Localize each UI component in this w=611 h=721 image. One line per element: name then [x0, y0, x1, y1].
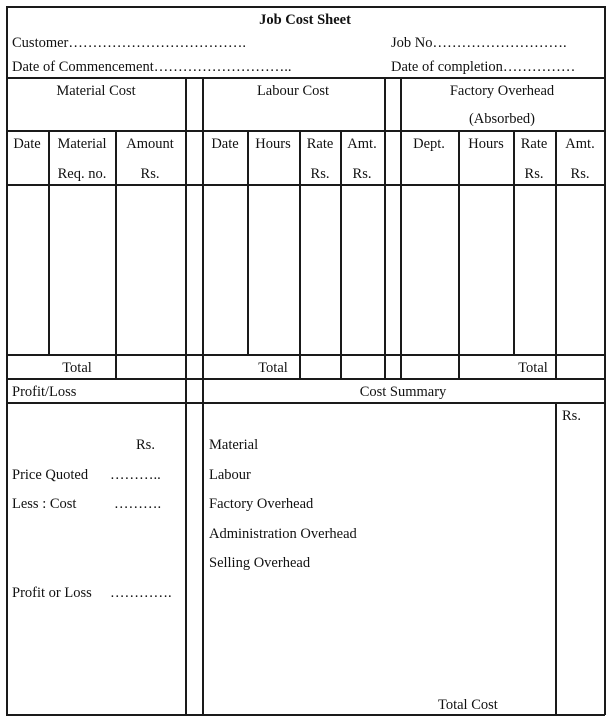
sheet-title: Job Cost Sheet [259, 12, 351, 28]
rule-under-header [6, 77, 605, 79]
profit-or-loss-label: Profit or Loss [12, 585, 92, 601]
border-left [6, 6, 8, 715]
lab-col-amt: Amt. [347, 136, 377, 152]
mat-col-rs: Rs. [140, 166, 160, 182]
material-cost-heading: Material Cost [56, 83, 136, 99]
job-no-field: Job No………………………. [391, 35, 567, 51]
oh-col-rate: Rate [520, 136, 548, 152]
labour-cost-heading: Labour Cost [256, 83, 330, 99]
lab-col-rate: Rate [306, 136, 334, 152]
lab-col-amt-rs: Rs. [352, 166, 372, 182]
date-completion-field: Date of completion…………… [391, 59, 576, 75]
date-commencement-field: Date of Commencement……………………….. [12, 59, 292, 75]
col-div-mat-1 [48, 130, 50, 355]
rule-under-total [6, 378, 605, 380]
profit-or-loss-dots: …………. [110, 585, 172, 601]
separator-b1 [384, 77, 386, 379]
mat-col-amount: Amount [126, 136, 174, 152]
oh-col-hours: Hours [468, 136, 504, 152]
border-bottom [6, 714, 605, 716]
cost-summary-rs: Rs. [562, 408, 581, 424]
less-cost-dots: ………. [114, 496, 162, 512]
oh-col-dept: Dept. [413, 136, 445, 152]
lab-col-rate-rs: Rs. [310, 166, 330, 182]
col-div-oh-2 [513, 130, 515, 355]
col-div-lab-1 [247, 130, 249, 355]
rule-under-columns [6, 184, 605, 186]
col-div-lab-2 [299, 130, 301, 379]
separator-a1 [185, 77, 187, 715]
customer-field: Customer………………………………. [12, 35, 247, 51]
material-total-label: Total [62, 360, 92, 376]
col-div-oh-3 [555, 130, 557, 379]
summary-item-selling-overhead: Selling Overhead [209, 555, 311, 571]
separator-a2 [202, 77, 204, 715]
summary-item-material: Material [209, 437, 259, 453]
lab-col-date: Date [211, 136, 239, 152]
summary-item-administration-overhead: Administration Overhead [209, 526, 357, 542]
cost-summary-heading: Cost Summary [359, 384, 447, 400]
mat-col-reqno: Req. no. [57, 166, 107, 182]
summary-item-labour: Labour [209, 467, 251, 483]
col-div-mat-2 [115, 130, 117, 379]
labour-total-label: Total [258, 360, 288, 376]
overhead-total-label: Total [518, 360, 548, 376]
summary-item-factory-overhead: Factory Overhead [209, 496, 314, 512]
profit-loss-rs: Rs. [136, 437, 155, 453]
mat-col-date: Date [13, 136, 41, 152]
price-quoted-dots: ……….. [110, 467, 161, 483]
oh-col-amt: Amt. [565, 136, 595, 152]
rule-under-headings [6, 130, 605, 132]
price-quoted-label: Price Quoted [12, 467, 89, 483]
factory-overhead-heading: Factory Overhead [449, 83, 555, 99]
border-top [6, 6, 605, 8]
profit-loss-heading: Profit/Loss [12, 384, 77, 400]
rule-above-total [6, 354, 605, 356]
less-cost-label: Less : Cost [12, 496, 77, 512]
oh-col-rate-rs: Rs. [524, 166, 544, 182]
oh-col-amt-rs: Rs. [570, 166, 590, 182]
border-right [604, 6, 606, 715]
summary-rs-divider [555, 402, 557, 715]
col-div-oh-1 [458, 130, 460, 379]
lab-col-hours: Hours [255, 136, 291, 152]
separator-b2 [400, 77, 402, 379]
total-cost-label: Total Cost [438, 697, 498, 713]
col-div-lab-3 [340, 130, 342, 379]
mat-col-material: Material [57, 136, 107, 152]
rule-under-summary-heading [6, 402, 605, 404]
factory-overhead-subheading: (Absorbed) [468, 111, 536, 127]
